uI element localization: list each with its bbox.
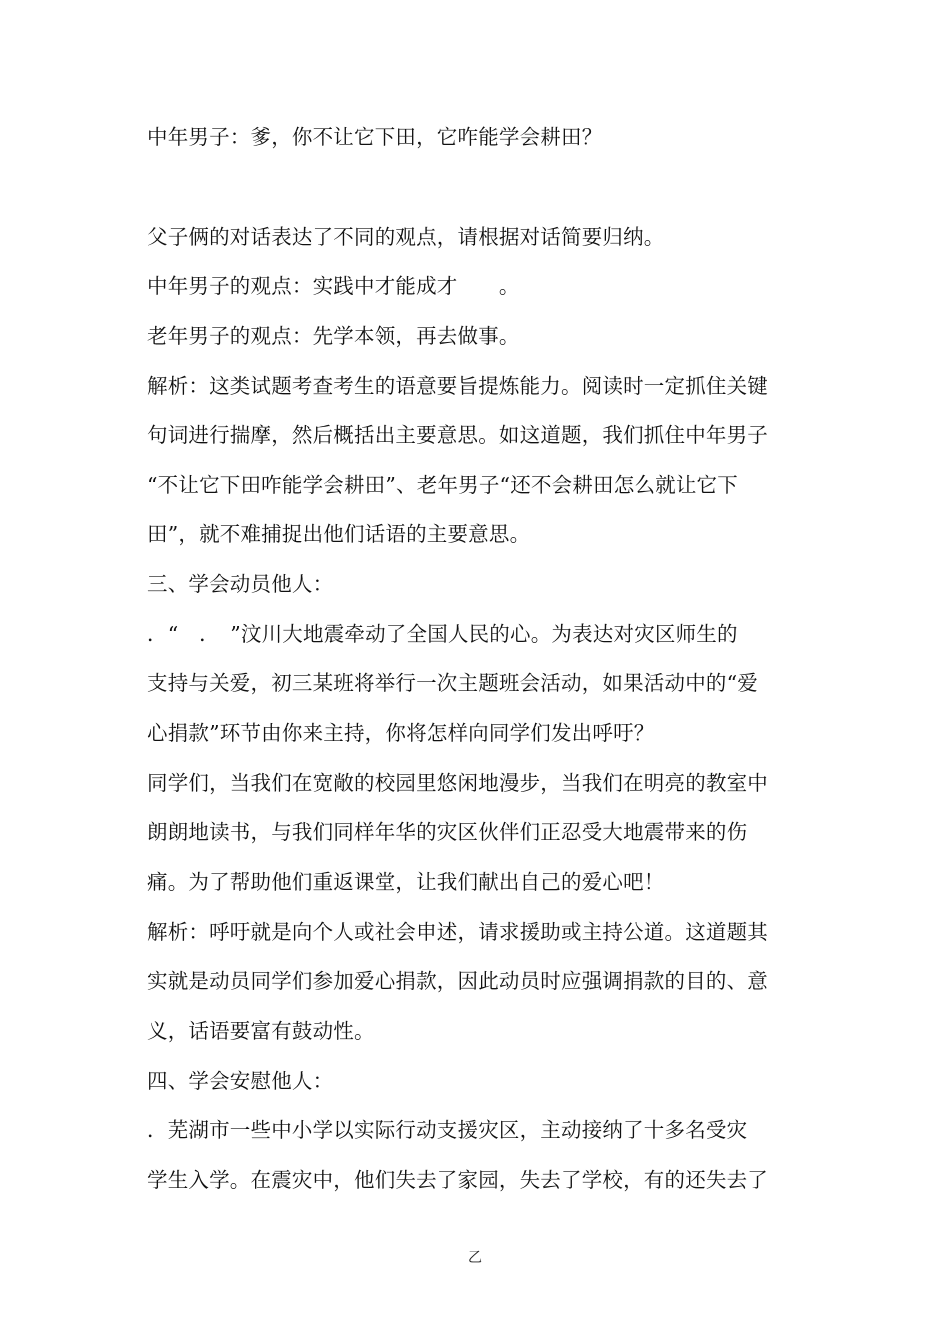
question-line: 支持与关爱，初三某班将举行一次主题班会活动，如果活动中的“爱 [147, 671, 758, 695]
question-line: 学生入学。在震灾中，他们失去了家园，失去了学校，有的还失去了 [147, 1168, 768, 1192]
analysis-line: 义，话语要富有鼓动性。 [147, 1019, 375, 1043]
answer-line: 朗朗地读书，与我们同样年华的灾区伙伴们正忍受大地震带来的伤 [147, 820, 748, 844]
analysis-line: 解析：呼吁就是向个人或社会申述，请求援助或主持公道。这道题其 [147, 920, 768, 944]
answer-line: 老年男子的观点：先学本领，再去做事。 [147, 324, 520, 348]
question-line: ．芜湖市一些中小学以实际行动支援灾区，主动接纳了十多名受灾 [147, 1118, 748, 1142]
analysis-line: “不让它下田咋能学会耕田”、老年男子“还不会耕田怎么就让它下 [147, 473, 738, 497]
page-number: 乙 [468, 1250, 482, 1266]
dialogue-line: 中年男子：爹，你不让它下田，它咋能学会耕田？ [147, 125, 603, 149]
answer-line: 中年男子的观点：实践中才能成才 。 [147, 274, 520, 298]
section-heading: 三、学会动员他人： [147, 572, 334, 596]
question-prompt: 父子俩的对话表达了不同的观点，请根据对话简要归纳。 [147, 225, 665, 249]
question-line: ．“ ． ”汶川大地震牵动了全国人民的心。为表达对灾区师生的 [147, 622, 738, 646]
analysis-line: 解析：这类试题考查考生的语意要旨提炼能力。阅读时一定抓住关键 [147, 374, 768, 398]
analysis-line: 田”，就不难捕捉出他们话语的主要意思。 [147, 522, 531, 546]
question-line: 心捐款”环节由你来主持，你将怎样向同学们发出呼吁？ [147, 721, 655, 745]
analysis-line: 实就是动员同学们参加爱心捐款，因此动员时应强调捐款的目的、意 [147, 969, 768, 993]
answer-line: 痛。为了帮助他们重返课堂，让我们献出自己的爱心吧！ [147, 870, 665, 894]
analysis-line: 句词进行揣摩，然后概括出主要意思。如这道题，我们抓住中年男子 [147, 423, 768, 447]
answer-line: 同学们，当我们在宽敞的校园里悠闲地漫步，当我们在明亮的教室中 [147, 771, 768, 795]
section-heading: 四、学会安慰他人： [147, 1069, 334, 1093]
